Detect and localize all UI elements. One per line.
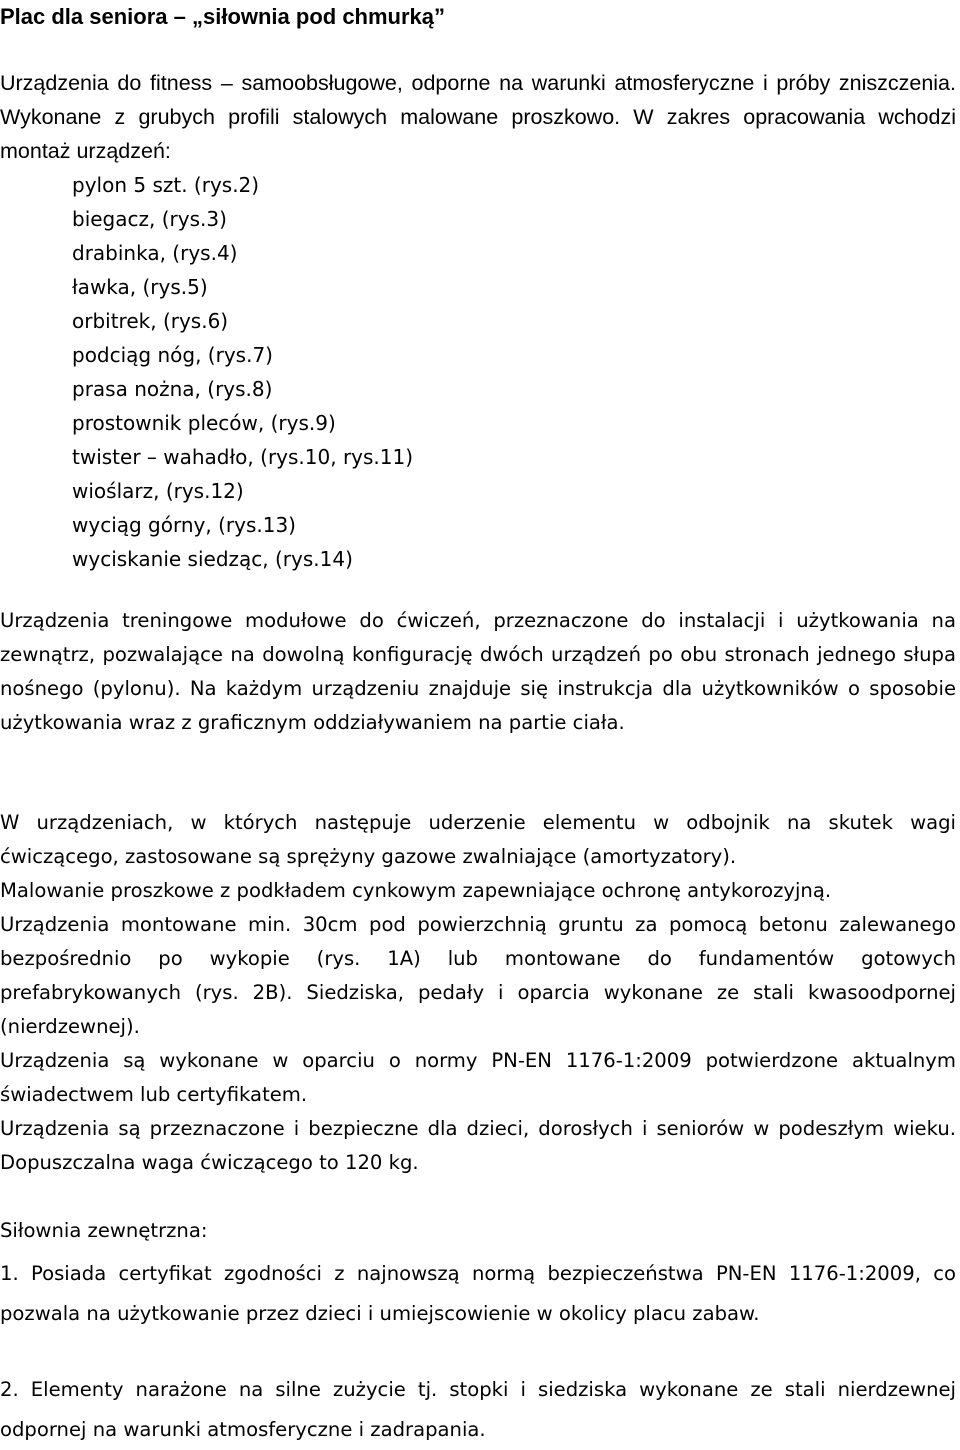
list-item: wioślarz, (rys.12)	[72, 479, 244, 503]
powder-coating-paragraph: Malowanie proszkowe z podkładem cynkowym zapewniające ochronę antykorozyjną.	[0, 879, 832, 902]
modular-devices-paragraph: Urządzenia treningowe modułowe do ćwiczeń, przeznaczone do instalacji i użytkowania na zewnątrz, pozwalające na dowolną konfigurację dwóch urządzeń po obu stronach jednego słupa nośnego (pylonu). Na każdym urządzeniu znajduje się instrukcja dla użytkowników o sposobie użytkowania wraz z graficznym oddziaływaniem na partie ciała.	[0, 609, 956, 734]
users-paragraph: Urządzenia są przeznaczone i bezpieczne dla dzieci, dorosłych i seniorów w podeszłym wieku. Dopuszczalna waga ćwiczącego to 120 kg.	[0, 1117, 956, 1174]
device-list	[72, 168, 413, 576]
gas-springs-paragraph: W urządzeniach, w których następuje uderzenie elementu w odbojnik na skutek wagi ćwiczącego, zastosowane są sprężyny gazowe zwalniające (amortyzatory).	[0, 811, 956, 868]
list-item: orbitrek, (rys.6)	[72, 309, 229, 333]
list-item: ławka, (rys.5)	[72, 275, 208, 299]
list-item: biegacz, (rys.3)	[72, 207, 227, 231]
list-item: prasa nożna, (rys.8)	[72, 377, 273, 401]
certificate-point: 1. Posiada certyfikat zgodności z najnowszą normą bezpieczeństwa PN-EN 1176-1:2009, co pozwala na użytkowanie przez dzieci i umiejscowienie w okolicy placu zabaw.	[0, 1262, 956, 1325]
document-title: Plac dla seniora – „siłownia pod chmurką”	[0, 4, 446, 29]
norm-paragraph: Urządzenia są wykonane w oparciu o normy PN-EN 1176-1:2009 potwierdzone aktualnym świadectwem lub certyfikatem.	[0, 1049, 956, 1106]
outdoor-gym-heading: Siłownia zewnętrzna:	[0, 1219, 208, 1242]
list-item: wyciąg górny, (rys.13)	[72, 513, 296, 537]
list-item: drabinka, (rys.4)	[72, 241, 238, 265]
intro-paragraph: Urządzenia do fitness – samoobsługowe, odporne na warunki atmosferyczne i próby zniszczenia. Wykonane z grubych profili stalowych malowane proszkowo. W zakres opracowania wchodzi montaż urządzeń:	[0, 71, 956, 163]
list-item: wyciskanie siedząc, (rys.14)	[72, 547, 353, 571]
list-item: pylon 5 szt. (rys.2)	[72, 173, 260, 197]
list-item: prostownik pleców, (rys.9)	[72, 411, 336, 435]
durability-point: 2. Elementy narażone na silne zużycie tj. stopki i siedziska wykonane ze stali nierdzewnej odpornej na warunki atmosferyczne i zadrapania.	[0, 1378, 956, 1441]
mounting-paragraph: Urządzenia montowane min. 30cm pod powierzchnią gruntu za pomocą betonu zalewanego bezpośrednio po wykopie (rys. 1A) lub montowane do fundamentów gotowych prefabrykowanych (rys. 2B). Siedziska, pedały i oparcia wykonane ze stali kwasoodpornej (nierdzewnej).	[0, 913, 956, 1038]
list-item: twister – wahadło, (rys.10, rys.11)	[72, 445, 414, 469]
list-item: podciąg nóg, (rys.7)	[72, 343, 273, 367]
